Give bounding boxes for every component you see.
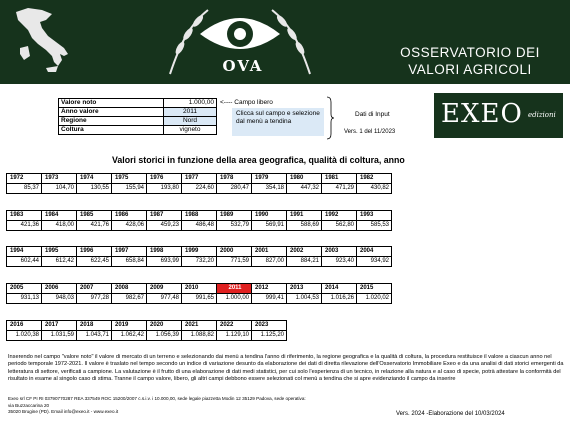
- year-cell: 1993: [357, 211, 392, 221]
- value-cell: 1.016,26: [322, 294, 357, 304]
- value-cell: 658,84: [112, 257, 147, 267]
- year-cell: 1997: [112, 247, 147, 257]
- ova-logo-text: OVA: [222, 57, 264, 75]
- value-cell: 155,94: [112, 184, 147, 194]
- value-cell: 602,44: [7, 257, 42, 267]
- year-cell: 1991: [287, 211, 322, 221]
- value-row: [7, 294, 392, 304]
- label-valore-noto: Valore noto: [59, 99, 164, 108]
- value-cell: 447,32: [287, 184, 322, 194]
- year-cell: 1989: [217, 211, 252, 221]
- value-cell: 977,28: [77, 294, 112, 304]
- year-cell: 2023: [252, 321, 287, 331]
- dati-input-label: Dati di Input: [355, 111, 390, 118]
- year-header-row: [7, 247, 392, 257]
- year-cell: 2016: [7, 321, 42, 331]
- year-cell: 2010: [182, 284, 217, 294]
- year-cell: 1981: [322, 174, 357, 184]
- company-footer: [8, 396, 308, 416]
- value-cell: 1.043,71: [77, 331, 112, 341]
- year-cell: 2012: [252, 284, 287, 294]
- value-cell: 732,20: [182, 257, 217, 267]
- year-cell: 2020: [147, 321, 182, 331]
- value-cell: 977,48: [147, 294, 182, 304]
- exeo-logo-suffix: edizioni: [528, 111, 556, 119]
- explanation-text: Inserendo nel campo "valore noto" il valore di mercato di un terreno e selezionando dai menù a tendina l'anno di riferimento, la regione geografica e la qualità di coltura, la procedura restituisce il valore a ciascun anno nel periodo temporale 1972-2021. Il valore è traslato nel tempo secondo un indice di variazione desunto da elaborazione dei dati di diretta rilevazione dell'Osservatorio Immobiliare Exeo e da una analisi di dati storici emergenti da letteratura di settore, verificati a campione. La valutazione è il frutto di una elaborazione di dati medi statistici, per cui solo l'esperienza di un tecnico, in relazione alla natura e al caso di specie, potrà attestare la conformità del risultato in esame al singolo caso di stima. Tranne il campo valore, libero, gli altri campi debbono essere selezionati col menù a tendina che si apre evidenziando il campo da inserire: [8, 354, 564, 383]
- value-cell: 931,13: [7, 294, 42, 304]
- value-cell: 1.125,20: [252, 331, 287, 341]
- value-cell: 562,80: [322, 221, 357, 231]
- year-cell: 1988: [182, 211, 217, 221]
- value-cell: 999,41: [252, 294, 287, 304]
- value-cell: 486,48: [182, 221, 217, 231]
- value-cell: 585,53: [357, 221, 392, 231]
- year-cell: 1978: [217, 174, 252, 184]
- value-cell: 1.020,38: [7, 331, 42, 341]
- year-cell: 1982: [357, 174, 392, 184]
- year-table: [6, 283, 392, 304]
- value-cell: 428,06: [112, 221, 147, 231]
- year-header-row: [7, 321, 287, 331]
- year-cell: 1994: [7, 247, 42, 257]
- value-row: [7, 257, 392, 267]
- value-cell: 1.056,39: [147, 331, 182, 341]
- year-cell: 1975: [112, 174, 147, 184]
- value-cell: 1.088,82: [182, 331, 217, 341]
- year-cell: 1972: [7, 174, 42, 184]
- value-cell: 934,92: [357, 257, 392, 267]
- campo-libero-note: <---- Campo libero: [220, 99, 273, 106]
- year-cell: 2007: [77, 284, 112, 294]
- year-header-row: [7, 174, 392, 184]
- year-cell: 2004: [357, 247, 392, 257]
- year-cell: 1999: [182, 247, 217, 257]
- input-row-regione: [59, 117, 217, 126]
- year-cell: 2000: [217, 247, 252, 257]
- label-coltura: Coltura: [59, 126, 164, 135]
- value-cell: 1.031,59: [42, 331, 77, 341]
- value-cell: 982,67: [112, 294, 147, 304]
- year-cell: 2001: [252, 247, 287, 257]
- year-cell: 2022: [217, 321, 252, 331]
- value-row: [7, 331, 287, 341]
- coltura-select[interactable]: vigneto: [164, 126, 217, 135]
- input-table: [58, 98, 217, 135]
- year-cell: 2009: [147, 284, 182, 294]
- year-table: [6, 246, 392, 267]
- year-cell: 1992: [322, 211, 357, 221]
- year-table: [6, 173, 392, 194]
- value-cell: 193,80: [147, 184, 182, 194]
- value-cell: 588,69: [287, 221, 322, 231]
- value-cell: 532,79: [217, 221, 252, 231]
- footer-line2: 35020 Brugine (PD). Email info@exeo.it - www.exeo.it: [8, 409, 119, 415]
- input-row-coltura: [59, 126, 217, 135]
- value-cell: 771,59: [217, 257, 252, 267]
- anno-valore-select[interactable]: 2011: [164, 108, 217, 117]
- value-cell: 693,99: [147, 257, 182, 267]
- exeo-logo-word: EXEO: [441, 99, 523, 129]
- year-cell: 2015: [357, 284, 392, 294]
- value-row: [7, 184, 392, 194]
- section-heading: Valori storici in funzione della area geografica, qualità di coltura, anno: [112, 155, 405, 165]
- year-cell: 1987: [147, 211, 182, 221]
- value-cell: 430,82: [357, 184, 392, 194]
- value-cell: 104,70: [42, 184, 77, 194]
- value-cell: 827,00: [252, 257, 287, 267]
- year-cell: 2014: [322, 284, 357, 294]
- value-cell: 569,91: [252, 221, 287, 231]
- year-cell: 2003: [322, 247, 357, 257]
- valore-noto-input[interactable]: 1.000,00: [164, 99, 217, 108]
- value-cell: 421,36: [7, 221, 42, 231]
- year-cell: 1983: [7, 211, 42, 221]
- value-cell: 1.062,42: [112, 331, 147, 341]
- year-cell: 1977: [182, 174, 217, 184]
- input-row-valore: [59, 99, 217, 108]
- header-title-line1: OSSERVATORIO DEI: [400, 45, 540, 60]
- year-cell: 1980: [287, 174, 322, 184]
- year-cell: 2008: [112, 284, 147, 294]
- regione-select[interactable]: Nord: [164, 117, 217, 126]
- header-title-line2: VALORI AGRICOLI: [408, 62, 532, 77]
- year-cell: 1984: [42, 211, 77, 221]
- header-title: [370, 44, 570, 78]
- brace-icon: [326, 96, 334, 140]
- value-cell: 622,45: [77, 257, 112, 267]
- year-cell: 2018: [77, 321, 112, 331]
- year-cell: 2005: [7, 284, 42, 294]
- year-cell: 1986: [112, 211, 147, 221]
- value-cell: 991,65: [182, 294, 217, 304]
- value-cell: 471,29: [322, 184, 357, 194]
- value-cell: 923,40: [322, 257, 357, 267]
- year-cell: 1976: [147, 174, 182, 184]
- year-cell: 1990: [252, 211, 287, 221]
- value-cell: 1.000,00: [217, 294, 252, 304]
- year-cell: 1974: [77, 174, 112, 184]
- value-cell: 130,55: [77, 184, 112, 194]
- year-cell: 1995: [42, 247, 77, 257]
- value-cell: 948,03: [42, 294, 77, 304]
- year-cell: 2006: [42, 284, 77, 294]
- value-row: [7, 221, 392, 231]
- input-row-anno: [59, 108, 217, 117]
- label-anno-valore: Anno valore: [59, 108, 164, 117]
- value-cell: 418,00: [42, 221, 77, 231]
- italy-map-icon: [6, 4, 76, 80]
- footer-line1: Exeo srl CF PI RI 03790770287 REA 337549 ROC 15200/2007 c.s.i.v. i 10.000,00, sede legale piazzetta Modin 12 35129 Padova, sede operativa: via Buzzaccarina 20: [8, 396, 306, 408]
- year-cell: 1996: [77, 247, 112, 257]
- version-label: Vers. 1 del 11/2023: [344, 129, 396, 135]
- year-cell: 2017: [42, 321, 77, 331]
- year-cell: 2019: [112, 321, 147, 331]
- year-table: [6, 320, 287, 341]
- year-cell: 2011: [217, 284, 252, 294]
- year-header-row: [7, 211, 392, 221]
- version-footer: Vers. 2024 -Elaborazione del 10/03/2024: [396, 411, 505, 417]
- label-regione: Regione: [59, 117, 164, 126]
- value-cell: 280,47: [217, 184, 252, 194]
- value-cell: 1.020,02: [357, 294, 392, 304]
- year-header-row: [7, 284, 392, 294]
- year-cell: 2021: [182, 321, 217, 331]
- year-cell: 2002: [287, 247, 322, 257]
- year-cell: 1985: [77, 211, 112, 221]
- year-cell: 1998: [147, 247, 182, 257]
- year-cell: 1973: [42, 174, 77, 184]
- value-cell: 884,21: [287, 257, 322, 267]
- year-cell: 2013: [287, 284, 322, 294]
- year-table: [6, 210, 392, 231]
- value-cell: 1.129,10: [217, 331, 252, 341]
- value-cell: 224,60: [182, 184, 217, 194]
- value-cell: 85,37: [7, 184, 42, 194]
- value-cell: 1.004,53: [287, 294, 322, 304]
- value-cell: 421,76: [77, 221, 112, 231]
- value-cell: 459,23: [147, 221, 182, 231]
- value-cell: 612,42: [42, 257, 77, 267]
- year-cell: 1979: [252, 174, 287, 184]
- value-cell: 354,18: [252, 184, 287, 194]
- dropdown-hint: Clicca sul campo e selezione dal menù a tendina: [232, 108, 324, 136]
